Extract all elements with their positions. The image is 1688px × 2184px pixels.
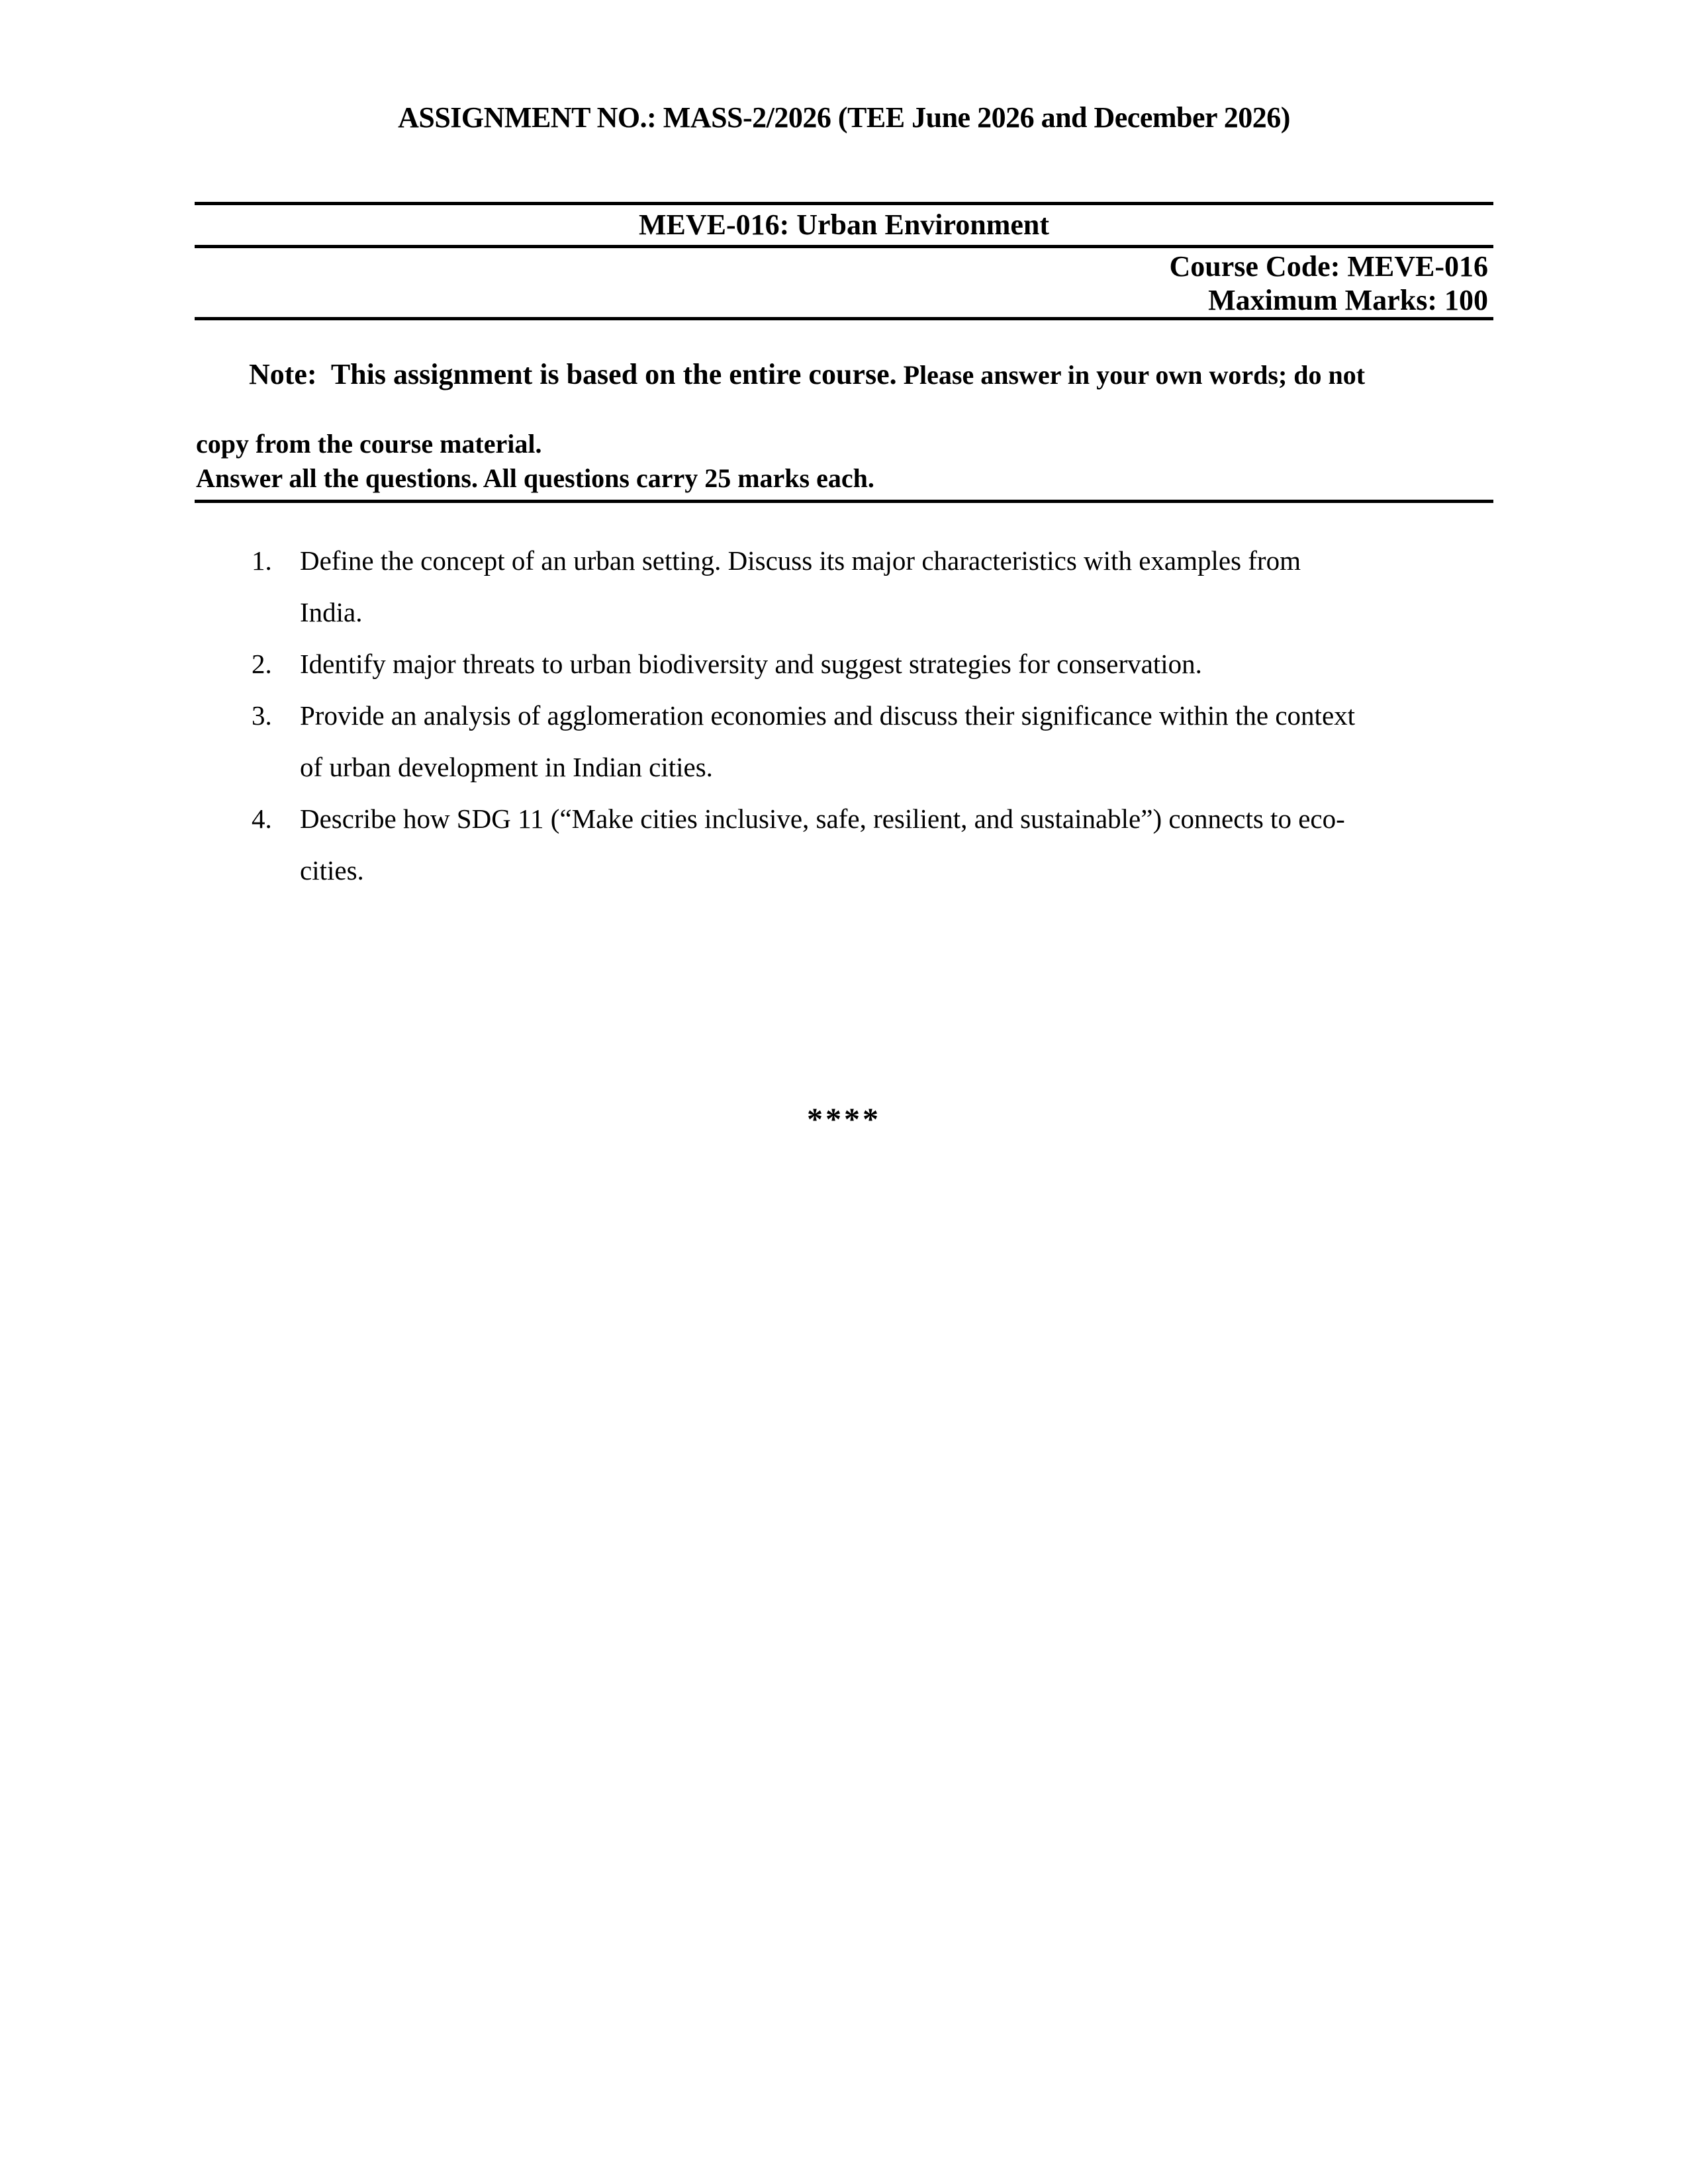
question-2-line-1: Identify major threats to urban biodiversity and suggest strategies for conservation.	[300, 649, 1202, 679]
maximum-marks: Maximum Marks: 100	[1208, 284, 1488, 316]
note-lead-text: Note: This assignment is based on the entire course.	[249, 358, 897, 390]
assignment-title: ASSIGNMENT NO.: MASS-2/2026 (TEE June 2026 and December 2026)	[398, 101, 1290, 134]
question-2	[252, 638, 1688, 690]
question-3-number: 3.	[252, 700, 272, 731]
question-3-line-2: of urban development in Indian cities.	[300, 752, 713, 782]
note-answer-instruction: Answer all the questions. All questions carry 25 marks each.	[196, 463, 874, 493]
question-2-number: 2.	[252, 649, 272, 679]
course-heading: MEVE-016: Urban Environment	[195, 202, 1493, 248]
note-lead-rest-text: Please answer in your own words; do not	[896, 360, 1366, 390]
question-4-line-2: cities.	[300, 855, 364, 886]
note-line-1	[196, 323, 1493, 427]
note-block	[195, 320, 1493, 503]
course-meta	[195, 248, 1493, 320]
course-header-box	[195, 202, 1493, 503]
question-1-line-2: India.	[300, 597, 363, 627]
note-line-2: copy from the course material.	[196, 429, 542, 459]
question-4-line-1: Describe how SDG 11 (“Make cities inclusive, safe, resilient, and sustainable”) connects to eco-	[300, 803, 1345, 834]
question-1-number: 1.	[252, 545, 272, 576]
question-1	[252, 535, 1688, 638]
question-3-line-1: Provide an analysis of agglomeration economies and discuss their significance within the context	[300, 700, 1356, 731]
question-4-number: 4.	[252, 803, 272, 834]
end-of-document-marker: ****	[807, 1102, 881, 1137]
question-1-line-1: Define the concept of an urban setting. Discuss its major characteristics with examples from	[300, 545, 1301, 576]
questions-list	[252, 535, 1688, 896]
question-3	[252, 690, 1688, 793]
course-code: Course Code: MEVE-016	[1169, 250, 1488, 283]
question-4	[252, 793, 1688, 896]
